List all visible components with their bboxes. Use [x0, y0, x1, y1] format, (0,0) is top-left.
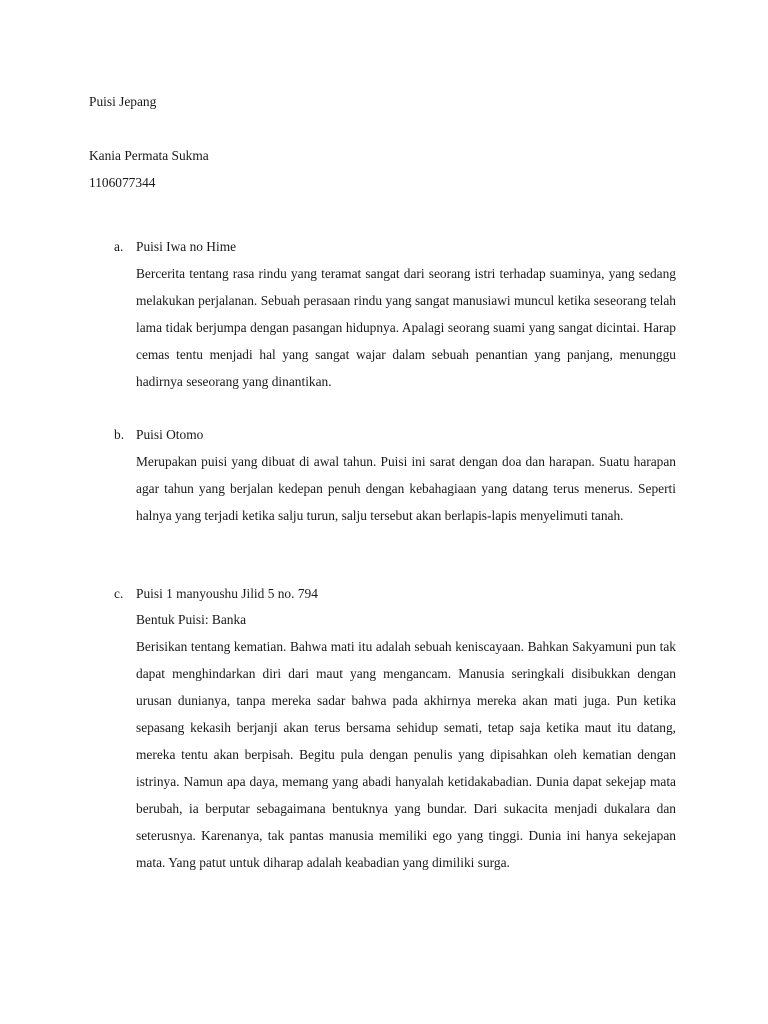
- student-id: 1106077344: [89, 175, 156, 190]
- section-b-marker: b.: [114, 427, 125, 442]
- section-a-marker: a.: [114, 239, 124, 254]
- document-title: Puisi Jepang: [89, 94, 157, 109]
- section-b-paragraph: Merupakan puisi yang dibuat di awal tahun. Puisi ini sarat dengan doa dan harapan. Suatu harapan agar tahun yang berjalan kedepan penuh dengan kebahagiaan yang datang terus menerus. Seperti halnya yang terjadi ketika salju turun, salju tersebut akan berlapis-lapis menyelimuti tanah.: [136, 454, 676, 523]
- author-name: Kania Permata Sukma: [89, 148, 209, 163]
- section-c-subheading: Bentuk Puisi: Banka: [136, 612, 247, 627]
- section-c-heading: Puisi 1 manyoushu Jilid 5 no. 794: [136, 586, 318, 601]
- section-a-heading: Puisi Iwa no Hime: [136, 239, 237, 254]
- section-c-marker: c.: [114, 586, 124, 601]
- section-c-paragraph: Berisikan tentang kematian. Bahwa mati itu adalah sebuah keniscayaan. Bahkan Sakyamuni pun tak dapat menghindarkan diri dari maut yang mengancam. Manusia seringkali disibukkan dengan urusan dunianya, tanpa mereka sadar bahwa pada akhirnya mereka akan mati juga. Pun ketika sepasang kekasih berjanji akan terus bersama sehidup semati, tetap saja ketika maut itu datang, mereka tentu akan berpisah. Begitu pula dengan penulis yang dipisahkan oleh kematian dengan istrinya. Namun apa daya, memang yang abadi hanyalah ketidakabadian. Dunia dapat sekejap mata berubah, ia berputar sebagaimana bentuknya yang bundar. Dari sukacita menjadi dukalara dan seterusnya. Karenanya, tak pantas manusia memiliki ego yang tinggi. Dunia ini hanya sekejapan mata. Yang patut untuk diharap adalah keabadian yang dimiliki surga.: [136, 639, 676, 870]
- section-a-paragraph: Bercerita tentang rasa rindu yang teramat sangat dari seorang istri terhadap suaminya, yang sedang melakukan perjalanan. Sebuah perasaan rindu yang sangat manusiawi muncul ketika seseorang telah lama tidak berjumpa dengan pasangan hidupnya. Apalagi seorang suami yang sangat dicintai. Harap cemas tentu menjadi hal yang sangat wajar dalam sebuah penantian yang panjang, menunggu hadirnya seseorang yang dinantikan.: [136, 266, 676, 389]
- section-b-heading: Puisi Otomo: [136, 427, 204, 442]
